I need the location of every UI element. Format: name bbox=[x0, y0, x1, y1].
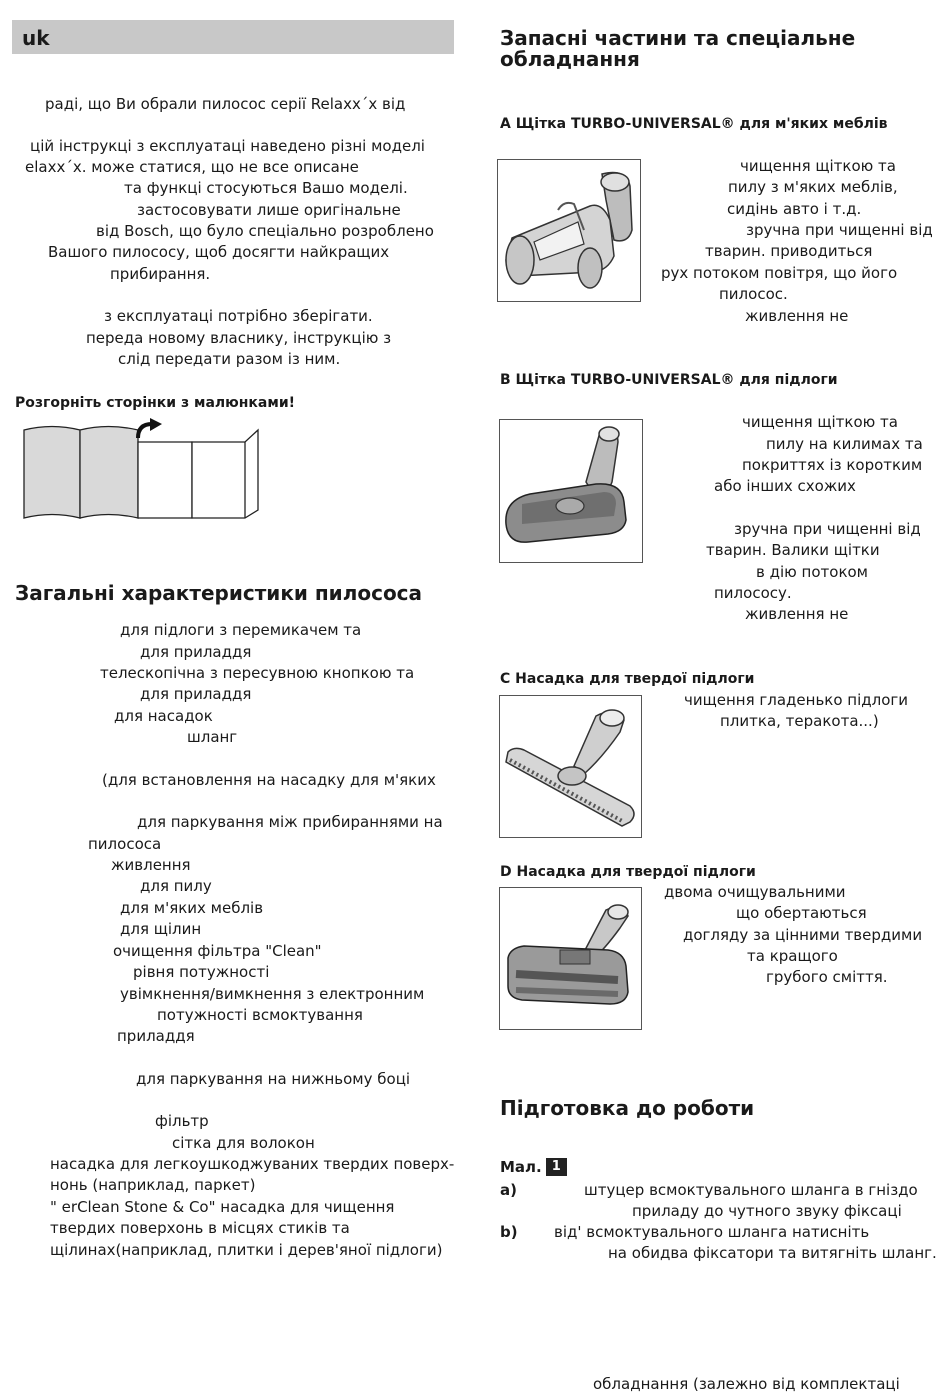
intro-line: та функці стосуються Вашо моделі. bbox=[124, 179, 408, 197]
hard-floor-nozzle-d-image bbox=[499, 887, 642, 1030]
accessory-description-line: пилу з м'яких меблів, bbox=[728, 178, 898, 196]
accessory-description-line: покриттях із коротким bbox=[742, 456, 923, 474]
accessory-description-line: або інших схожих bbox=[714, 477, 856, 495]
accessory-description-line: чищення щіткою та bbox=[742, 413, 898, 431]
figure-reference bbox=[500, 1157, 567, 1178]
step-text-line: приладу до чутного звуку фіксаці bbox=[632, 1202, 902, 1220]
accessory-description-line: зручна при чищенні від bbox=[734, 520, 921, 538]
step-text-line: штуцер всмоктувального шланга в гніздо bbox=[584, 1181, 918, 1199]
language-tab bbox=[12, 20, 454, 54]
footer-text: обладнання (залежно від комплектаці bbox=[593, 1375, 900, 1393]
accessory-description-line: та кращого bbox=[747, 947, 838, 965]
accessory-description-line: рух потоком повітря, що його bbox=[661, 264, 898, 282]
spare-parts-heading-line2: обладнання bbox=[500, 47, 640, 71]
accessory-description-line: чищення щіткою та bbox=[740, 157, 896, 175]
accessory-description-line: пилососу. bbox=[714, 584, 792, 602]
feature-line: " erClean Stone & Co" насадка для чищення bbox=[50, 1198, 395, 1216]
step-text-line: на обидва фіксатори та витягніть шланг. bbox=[608, 1244, 937, 1262]
feature-line: щілинах(наприклад, плитки і дерев'яної підлоги) bbox=[50, 1241, 443, 1259]
intro-line: з експлуатаці потрібно зберігати. bbox=[104, 307, 373, 325]
feature-line: увімкнення/вимкнення з електронним bbox=[120, 985, 425, 1003]
accessory-description-line: живлення не bbox=[745, 307, 849, 325]
intro-line: переда новому власнику, інструкцію з bbox=[86, 329, 392, 347]
intro-line: слід передати разом із ним. bbox=[118, 350, 341, 368]
feature-line: очищення фільтра "Clean" bbox=[113, 942, 322, 960]
accessory-description-line: догляду за цінними твердими bbox=[683, 926, 923, 944]
accessory-description-line: зручна при чищенні від bbox=[746, 221, 933, 239]
feature-line: телескопічна з пересувною кнопкою та bbox=[100, 664, 415, 682]
spare-parts-heading-line1: Запасні частини та спеціальне bbox=[500, 26, 856, 50]
accessory-description-line: грубого сміття. bbox=[766, 968, 888, 986]
accessory-description-line: двома очищувальними bbox=[664, 883, 846, 901]
feature-line: нонь (наприклад, паркет) bbox=[50, 1176, 256, 1194]
accessory-title: C Насадка для твердої підлоги bbox=[500, 671, 755, 687]
intro-line: elaxx´x. може статися, що не все описане bbox=[25, 158, 359, 176]
turbo-brush-floor-image bbox=[499, 419, 643, 563]
feature-line: для підлоги з перемикачем та bbox=[120, 621, 362, 639]
accessory-title: B Щітка TURBO-UNIVERSAL® для підлоги bbox=[500, 372, 838, 388]
step-letter: a) bbox=[500, 1181, 517, 1199]
figure-label: Мал. bbox=[500, 1158, 542, 1176]
feature-line: для м'яких меблів bbox=[120, 899, 264, 917]
feature-line: потужності всмоктування bbox=[157, 1006, 363, 1024]
intro-line: від Bosch, що було спеціально розроблено bbox=[96, 222, 434, 240]
accessory-title: A Щітка TURBO-UNIVERSAL® для м'яких меблів bbox=[500, 116, 888, 132]
turbo-brush-upholstery-image bbox=[497, 159, 641, 302]
feature-line: для паркування на нижньому боці bbox=[136, 1070, 411, 1088]
language-label: uk bbox=[22, 26, 50, 50]
feature-line: для паркування між прибираннями на bbox=[137, 813, 443, 831]
accessory-description-line: пилосос. bbox=[719, 285, 788, 303]
accessory-description-line: що обертаються bbox=[736, 904, 867, 922]
feature-line: живлення bbox=[111, 856, 191, 874]
feature-line: для насадок bbox=[114, 707, 213, 725]
accessory-description-line: пилу на килимах та bbox=[766, 435, 923, 453]
feature-line: для пилу bbox=[140, 877, 212, 895]
feature-line: приладдя bbox=[117, 1027, 195, 1045]
accessory-description-line: сидінь авто і т.д. bbox=[727, 200, 862, 218]
accessory-description-line: чищення гладенько підлоги bbox=[684, 691, 909, 709]
unfold-pages-illustration bbox=[20, 418, 265, 524]
step-text-line: від' всмоктувального шланга натисніть bbox=[554, 1223, 870, 1241]
feature-line: шланг bbox=[187, 728, 238, 746]
step-letter: b) bbox=[500, 1223, 518, 1241]
feature-line: рівня потужності bbox=[133, 963, 270, 981]
accessory-description-line: тварин. приводиться bbox=[705, 242, 873, 260]
intro-line: прибирання. bbox=[110, 265, 211, 283]
accessory-description-line: плитка, теракота...) bbox=[720, 712, 879, 730]
accessory-description-line: живлення не bbox=[745, 605, 849, 623]
unfold-instruction: Розгорніть сторінки з малюнками! bbox=[15, 395, 296, 411]
preparation-heading: Підготовка до роботи bbox=[500, 1096, 755, 1120]
accessory-description-line: тварин. Валики щітки bbox=[706, 541, 880, 559]
feature-line: фільтр bbox=[155, 1112, 209, 1130]
intro-line: застосовувати лише оригінальне bbox=[137, 201, 401, 219]
feature-line: для приладдя bbox=[140, 685, 252, 703]
general-heading: Загальні характеристики пилососа bbox=[15, 581, 423, 605]
feature-line: пилососа bbox=[88, 835, 162, 853]
intro-line: Вашого пилососу, щоб досягти найкращих bbox=[48, 243, 390, 261]
figure-number-badge: 1 bbox=[546, 1158, 567, 1176]
feature-line: для приладдя bbox=[140, 643, 252, 661]
feature-line: насадка для легкоушкоджуваних твердих поверх- bbox=[50, 1155, 455, 1173]
feature-line: (для встановлення на насадку для м'яких bbox=[102, 771, 436, 789]
intro-line: раді, що Ви обрали пилосос серії Relaxx´x від bbox=[45, 95, 406, 113]
accessory-description-line: в дію потоком bbox=[756, 563, 868, 581]
feature-line: для щілин bbox=[120, 920, 202, 938]
feature-line: сітка для волокон bbox=[172, 1134, 315, 1152]
accessory-title: D Насадка для твердої підлоги bbox=[500, 864, 756, 880]
feature-line: твердих поверхонь в місцях стиків та bbox=[50, 1219, 350, 1237]
intro-line: цій інструкці з експлуатаці наведено різні моделі bbox=[30, 137, 425, 155]
hard-floor-nozzle-c-image bbox=[499, 695, 642, 838]
